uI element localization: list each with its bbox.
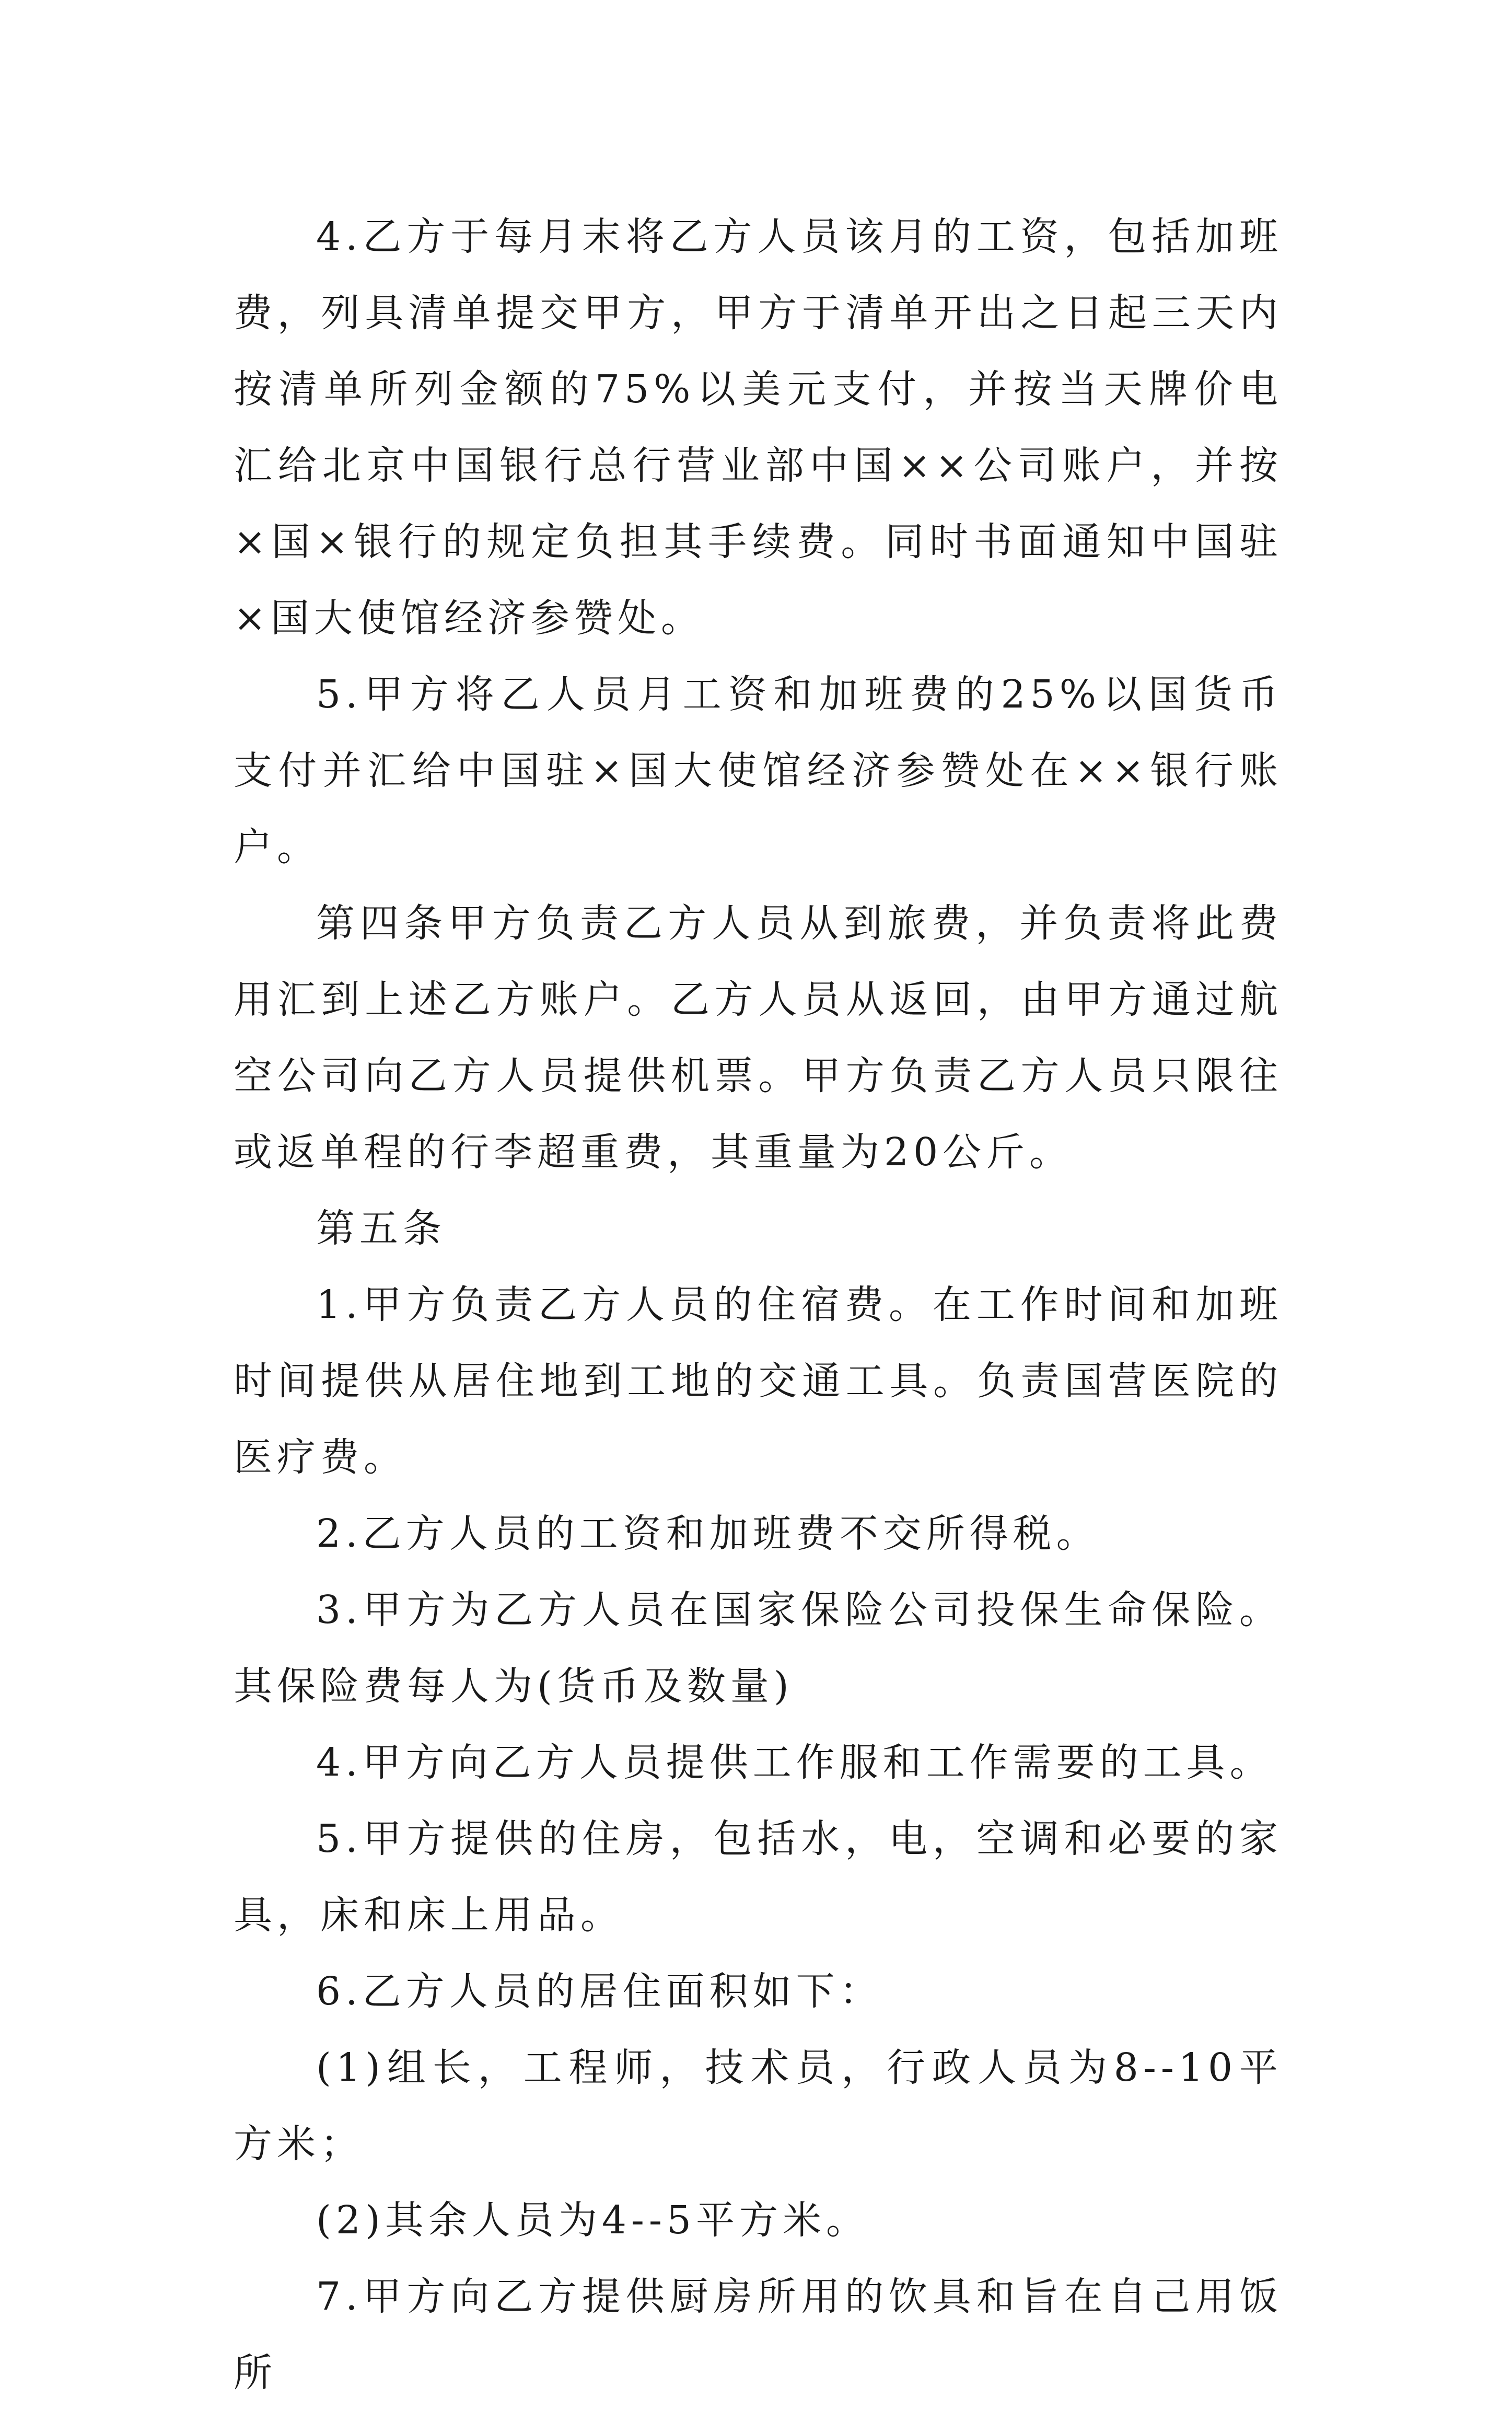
paragraph-article5-item3: 3.甲方为乙方人员在国家保险公司投保生命保险。其保险费每人为(货币及数量) bbox=[234, 1587, 1283, 1709]
paragraph-article4: 第四条甲方负责乙方人员从到旅费，并负责将此费用汇到上述乙方账户。乙方人员从返回，由甲方通过航空公司向乙方人员提供机票。甲方负责乙方人员只限往或返单程的行李超重费，其重量为20公斤。 bbox=[234, 901, 1283, 1175]
paragraph-article5-item2: 2.乙方人员的工资和加班费不交所得税。 bbox=[316, 1511, 1100, 1556]
paragraph-article5-item7: 7.甲方向乙方提供厨房所用的饮具和旨在自己用饭所 bbox=[234, 2274, 1283, 2395]
paragraph-article5-item5: 5.甲方提供的住房，包括水，电，空调和必要的家具，床和床上用品。 bbox=[234, 1816, 1283, 1938]
paragraph-article5-item4: 4.甲方向乙方人员提供工作服和工作需要的工具。 bbox=[316, 1740, 1273, 1785]
paragraph-article5-item1: 1.甲方负责乙方人员的住宿费。在工作时间和加班时间提供从居住地到工地的交通工具。负责国营医院的医疗费。 bbox=[234, 1282, 1283, 1480]
paragraph-article3-item4: 4.乙方于每月末将乙方人员该月的工资，包括加班费，列具清单提交甲方，甲方于清单开出之日起三天内按清单所列金额的75%以美元支付，并按当天牌价电汇给北京中国银行总行营业部中国××公司账户，并按×国×银行的规定负担其手续费。同时书面通知中国驻×国大使馆经济参赞处。 bbox=[234, 214, 1283, 641]
document-page bbox=[234, 199, 1283, 2411]
list-item-area-2: (2)其余人员为4--5平方米。 bbox=[316, 2198, 869, 2243]
paragraph-article5-item6: 6.乙方人员的居住面积如下： bbox=[316, 1969, 883, 2014]
list-item-area-1: (1)组长，工程师，技术员，行政人员为8--10平方米； bbox=[234, 2045, 1283, 2166]
heading-article5: 第五条 bbox=[316, 1206, 446, 1251]
paragraph-article3-item5: 5.甲方将乙人员月工资和加班费的25%以国货币支付并汇给中国驻×国大使馆经济参赞处在××银行账户。 bbox=[234, 672, 1283, 870]
